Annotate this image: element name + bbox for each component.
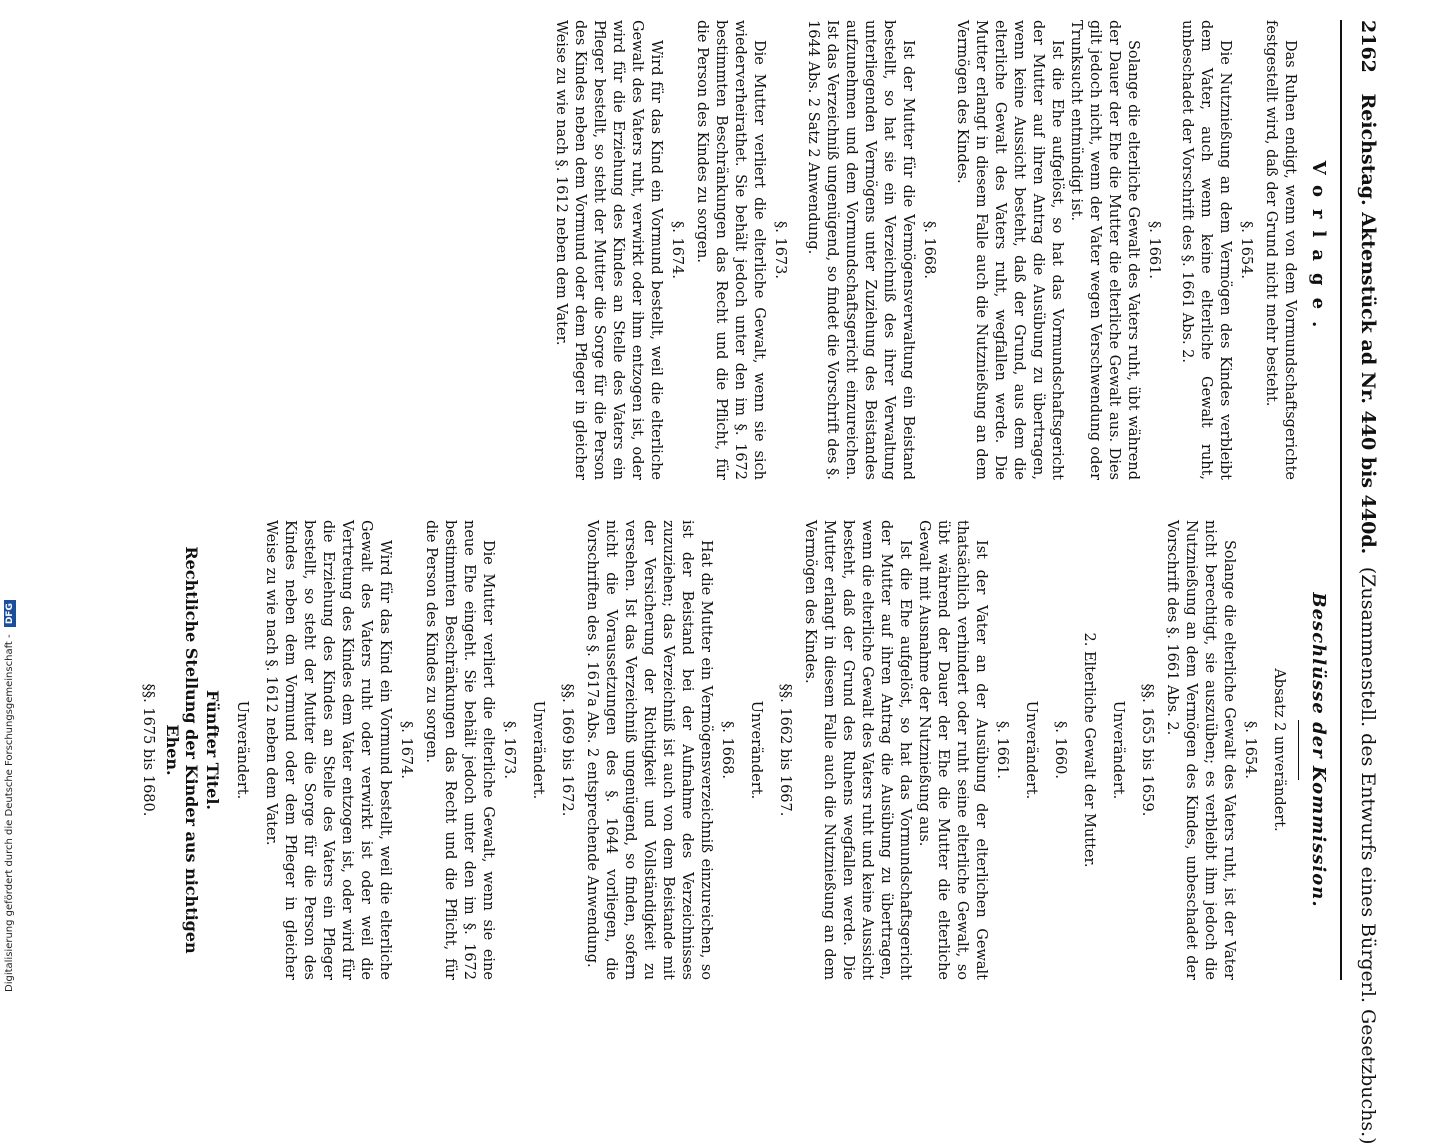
vorlage-s1661-head: §. 1661. xyxy=(1146,221,1162,279)
vorlage-s1661-text-b: Ist die Ehe aufgelöst, so hat das Vormundschaftsgericht der Mutter auf ihren Antrag die Ausübung zu übertragen, wenn keine Aussicht besteht, daß der Grund, aus dem die elterliche Gewalt des Vaters ruht, wegfallen werde. Die Mutter erlangt in diesem Falle auch die Nutznießung an dem Vermögen des Kindes. xyxy=(954,20,1065,480)
kommission-s1673-text: Die Mutter verliert die elterliche Gewalt, wenn sie eine neue Ehe eingeht. Sie behält jedoch unter den im §. 1672 bestimmten Beschränkungen das Recht und die Pflicht, für die Person des Kindes zu sorgen. xyxy=(423,520,496,980)
kommission-titel: Fünfter Titel. xyxy=(203,690,222,810)
kommission-s1661-head: §. 1661. xyxy=(994,721,1010,779)
vorlage-s1668-head: §. 1668. xyxy=(921,221,937,279)
kommission-s1661-text-a: Ist der Vater an der Ausübung der elterlichen Gewalt thatsächlich verhindert oder ruht seine elterliche Gewalt, so übt während der Dauer der Ehe die Mutter die elterliche Gewalt mit Ausnahme der Nutznießung aus. xyxy=(916,520,989,980)
kommission-s1675-head: §§. 1675 bis 1680. xyxy=(140,683,156,817)
kommission-s1674-head: §. 1674. xyxy=(398,721,414,779)
footer-text: Digitalisierung gefördert durch die Deutsche Forschungsgemeinschaft - xyxy=(4,634,15,992)
vorlage-s1661-text-a: Solange die elterliche Gewalt des Vaters ruht, übt während der Dauer der Ehe die Mutter die elterliche Gewalt aus. Dies gilt jedoch nicht, wenn der Vater wegen Verschwendung oder Trunksucht entmündigt ist. xyxy=(1068,20,1141,480)
kommission-s1673-head: §. 1673. xyxy=(501,721,517,779)
header-subtitle: (Zusammenstell. des Entwurfs eines Bürgerl. Gesetzbuchs.) xyxy=(1357,566,1379,1145)
kommission-unv2: Unverändert. xyxy=(1023,700,1039,800)
kommission-unv5: Unverändert. xyxy=(234,700,250,800)
kommission-s1661-text-b: Ist die Ehe aufgelöst, so hat das Vormundschaftsgericht der Mutter auf ihren Antrag die Ausübung zu übertragen, wenn die elterliche Gewalt des Vaters ruht und keine Aussicht besteht, daß der Grund des Ruhens wegfallen werde. Die Mutter erlangt in diesem Falle auch die Nutznießung an dem Vermögen des Kindes. xyxy=(802,520,913,980)
vorlage-s1654-text: Die Nutznießung an dem Vermögen des Kindes verbleibt dem Vater, auch wenn keine elterliche Gewalt ruht, unbeschadet der Vorschrift des §. 1661 Abs. 2. xyxy=(1179,20,1233,480)
kommission-title: Beschlüsse der Kommission. xyxy=(1308,592,1329,908)
column-kommission xyxy=(136,520,1332,980)
digitization-footer xyxy=(4,2,22,992)
kommission-abs2: Absatz 2 unverändert. xyxy=(1271,668,1287,832)
kommission-s1668-text: Hat die Mutter ein Vermögensverzeichniß einzureichen, so ist der Beistand bei der Aufnahme des Verzeichnisses zuzuziehen; das Verzeichniß ist auch von dem Beistande mit der Versicherung der Richtigkeit und Vollständigkeit zu versehen. Ist das Verzeichniß ungenügend, so finden, sofern nicht die Voraussetzungen des §. 1644 vorliegen, die Vorschriften des §. 1617a Abs. 2 entsprechende Anwendung. xyxy=(584,520,714,980)
column-vorlage xyxy=(551,20,1332,480)
dfg-logo: DFG xyxy=(4,600,16,627)
kommission-s1655-head: §§. 1655 bis 1659. xyxy=(1139,683,1155,817)
vorlage-intro: Das Ruhen endigt, wenn von dem Vormundschaftsgerichte festgestellt wird, daß der Grund nicht mehr besteht. xyxy=(1263,20,1298,480)
vorlage-title: Vorlage. xyxy=(1308,160,1329,340)
vorlage-s1654-head: §. 1654. xyxy=(1238,221,1254,279)
vorlage-s1673-text: Die Mutter verliert die elterliche Gewalt, wenn sie sich wiederverheirathet. Sie behält jedoch unter den im §. 1672 bestimmten Beschränkungen das Recht und die Pflicht, für die Person des Kindes zu sorgen. xyxy=(694,20,767,480)
kommission-s1669-head: §§. 1669 bis 1672. xyxy=(559,683,575,817)
divider xyxy=(1298,720,1299,780)
kommission-s1654-text: Solange die elterliche Gewalt des Vaters ruht, ist der Vater nicht berechtigt, sie auszuüben; es verbleibt ihm jedoch die Nutznießung an dem Vermögen des Kindes, unbeschadet der Vorschrift des §. 1661 Abs. 2. xyxy=(1164,520,1237,980)
kommission-unv3: Unverändert. xyxy=(748,700,764,800)
vorlage-s1674-text: Wird für das Kind ein Vormund bestellt, weil die elterliche Gewalt des Vaters ruht, verwirkt oder ihm entzogen ist, oder wird für die Erziehung des Kindes an Stelle des Vaters ein Pfleger bestellt, so steht der Mutter die Sorge für die Person des Kindes neben dem Vormund oder dem Pfleger in gleicher Weise zu wie nach §. 1612 neben dem Vater. xyxy=(553,20,664,480)
kommission-s1668-head: §. 1668. xyxy=(719,721,735,779)
vorlage-s1668-text: Ist der Mutter für die Vermögensverwaltung ein Beistand bestellt, so hat sie ein Verzeichniß des ihrer Verwaltung unterliegenden Vermögens unter Zuziehung des Beistandes aufzunehmen und dem Vormundschaftsgericht einzureichen. Ist das Verzeichniß ungenügend, so findet die Vorschrift des §. 1644 Abs. 2 Satz 2 Anwendung. xyxy=(805,20,916,480)
kommission-unv1: Unverändert. xyxy=(1110,700,1126,800)
kommission-titel-sub: Rechtliche Stellung der Kinder aus nichtigen Ehen. xyxy=(163,546,201,954)
document-page xyxy=(0,20,1390,1145)
page-number: 2162 xyxy=(1357,20,1379,73)
page-header xyxy=(1340,20,1390,1145)
vorlage-s1673-head: §. 1673. xyxy=(772,221,788,279)
header-title: Reichstag. Aktenstück ad Nr. 440 bis 440d. xyxy=(1357,93,1379,555)
kommission-subsection-2: 2. Elterliche Gewalt der Mutter. xyxy=(1081,632,1097,868)
kommission-s1662-head: §§. 1662 bis 1667. xyxy=(777,683,793,817)
kommission-s1674-text: Wird für das Kind ein Vormund bestellt, weil die elterliche Gewalt des Vaters ruht oder verwirkt ist oder weil die Vertretung des Kindes dem Vater entzogen ist, oder wird für die Erziehung des Kindes an Stelle des Vaters ein Pfleger bestellt, so steht der Mutter die Sorge für die Person des Kindes neben dem Vormund oder dem Pfleger in gleicher Weise zu wie nach §. 1612 neben dem Vater. xyxy=(263,520,393,980)
kommission-s1654-head: §. 1654. xyxy=(1242,721,1258,779)
kommission-s1660-head: §. 1660. xyxy=(1052,721,1068,779)
vorlage-s1674-head: §. 1674. xyxy=(669,221,685,279)
kommission-unv4: Unverändert. xyxy=(530,700,546,800)
